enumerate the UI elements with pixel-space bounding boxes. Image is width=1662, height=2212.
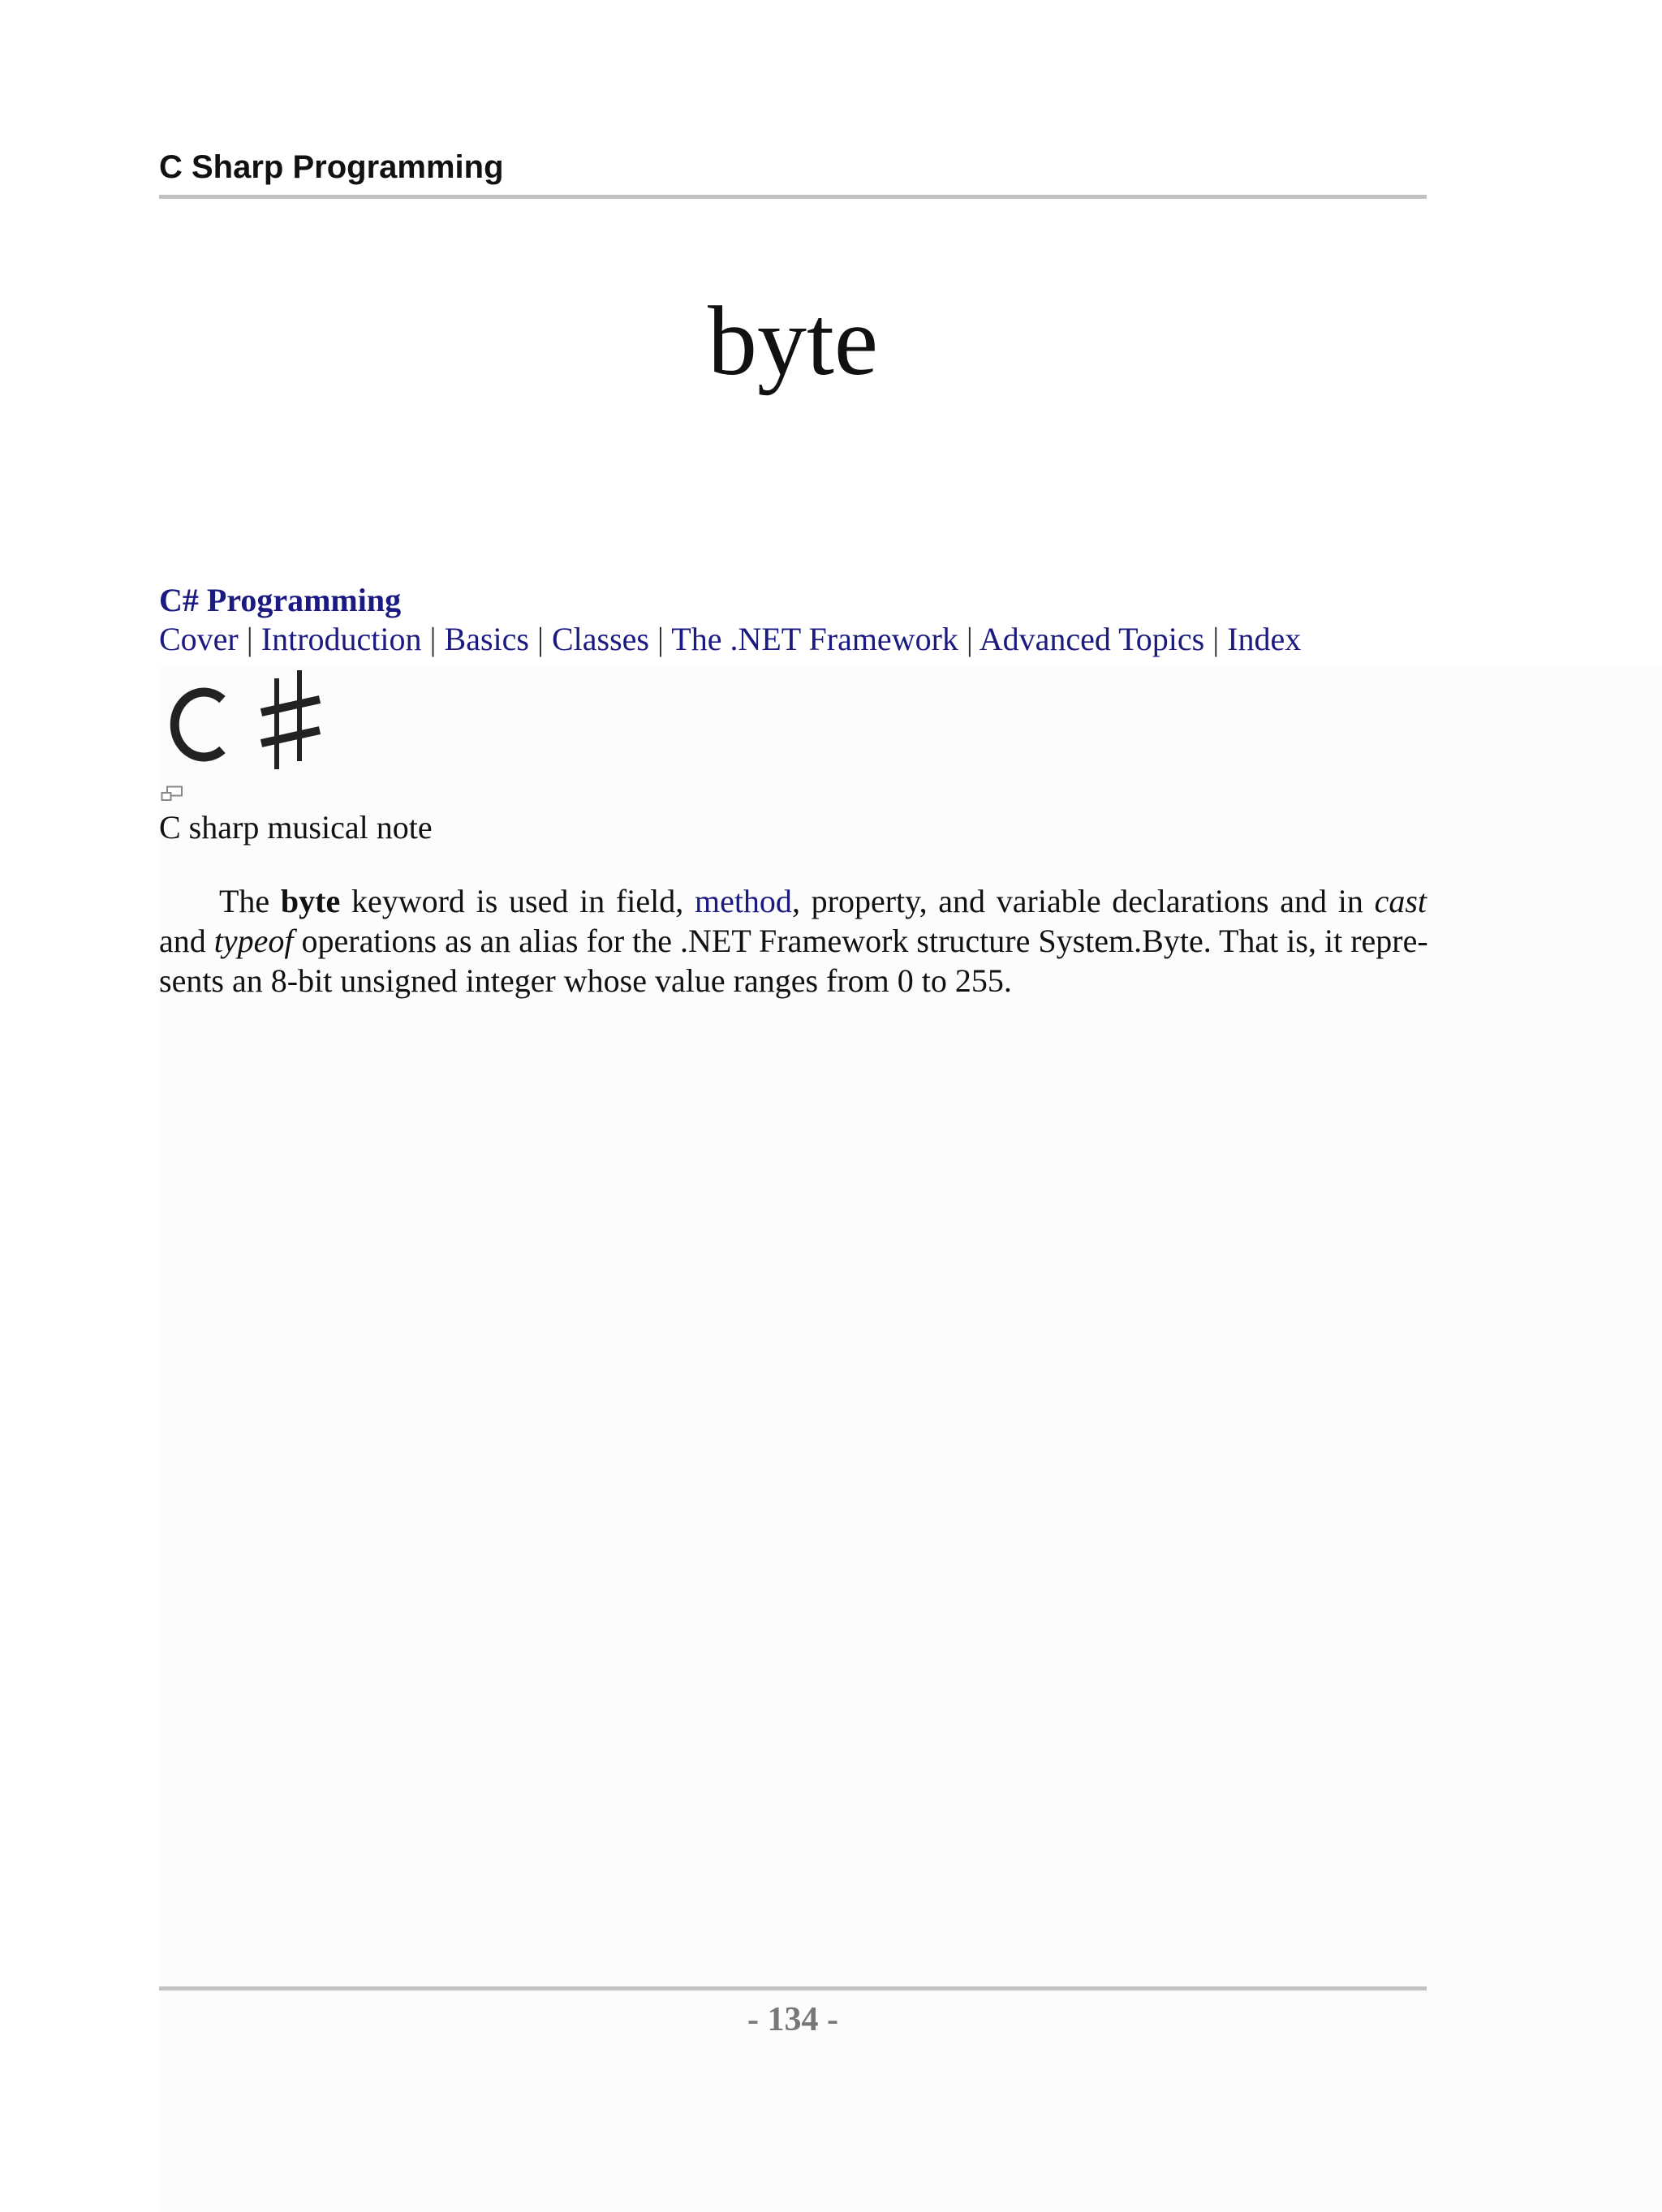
keyword-byte: byte — [280, 883, 341, 919]
keyword-cast: cast — [1374, 883, 1427, 919]
nav-link-cover[interactable]: Cover — [159, 621, 239, 657]
csharp-logo-image[interactable] — [159, 665, 329, 772]
header-rule — [159, 195, 1427, 199]
nav-link-basics[interactable]: Basics — [444, 621, 529, 657]
nav-links — [159, 620, 1301, 659]
paragraph-line: sents an 8-bit unsigned integer whose value ranges from 0 to 255. — [159, 962, 1012, 999]
keyword-typeof: typeof — [213, 923, 294, 959]
nav-title: C# Programming — [159, 582, 402, 618]
nav-link-classes[interactable]: Classes — [551, 621, 649, 657]
page-number: - 134 - — [747, 2001, 838, 2038]
running-header: C Sharp Programming — [159, 149, 504, 185]
paragraph-line: The byte keyword is used in field, method, property, and variable declarations and in cast — [219, 883, 1427, 919]
method-link[interactable]: method — [694, 883, 792, 919]
nav-link-index[interactable]: Index — [1227, 621, 1302, 657]
paragraph-line: and typeof operations as an alias for the .NET Framework structure System.Byte. That is, it repre- — [159, 923, 1428, 959]
nav-separator: | — [536, 621, 552, 657]
nav-separator: | — [246, 621, 261, 657]
nav-separator: | — [657, 621, 672, 657]
nav-separator: | — [429, 621, 445, 657]
nav-separator: | — [1212, 621, 1228, 657]
nav-link-introduction[interactable]: Introduction — [260, 621, 422, 657]
body-paragraph — [159, 881, 1427, 1001]
chapter-title: byte — [707, 286, 879, 396]
nav-link-dotnet-framework[interactable]: The .NET Framework — [671, 621, 958, 657]
footer-rule — [159, 1986, 1427, 1990]
nav-link-advanced-topics[interactable]: Advanced Topics — [979, 621, 1205, 657]
figure-caption: C sharp musical note — [159, 809, 433, 846]
nav-separator: | — [966, 621, 980, 657]
enlarge-icon[interactable] — [161, 785, 183, 802]
